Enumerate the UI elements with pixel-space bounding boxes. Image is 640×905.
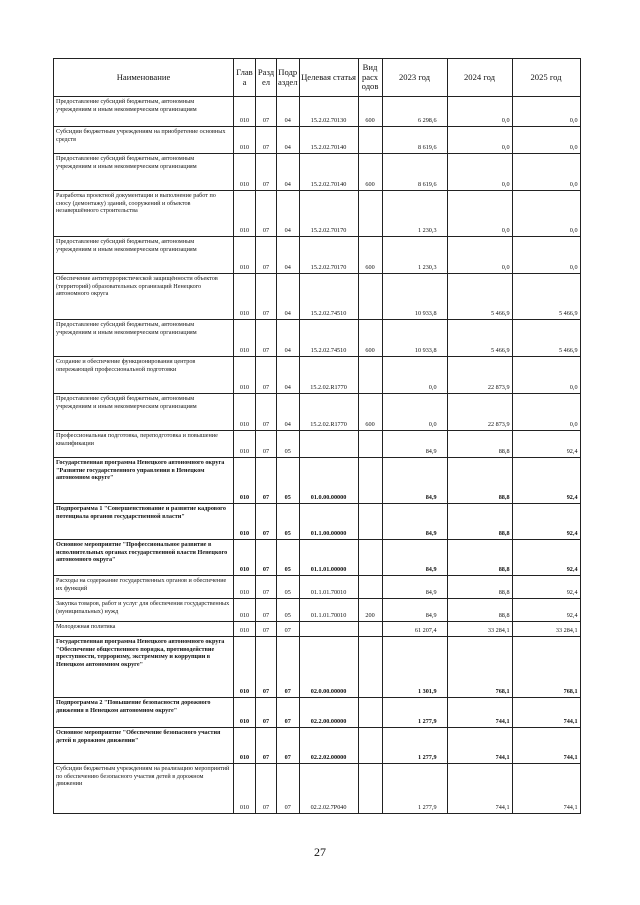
row-name: Закупка товаров, работ и услуг для обеспечения государственных (муниципальных) нужд: [54, 599, 234, 622]
row-2025: 92,4: [512, 431, 580, 458]
row-vid: 200: [358, 599, 382, 622]
table-row: [54, 320, 581, 357]
row-name: Предоставление субсидий бюджетным, автономным учреждениям и иным некоммерческим организациям: [54, 320, 234, 357]
row-vid: [358, 728, 382, 764]
row-vid: [358, 698, 382, 728]
row-2024: 88,8: [447, 458, 512, 504]
row-2023: 1 277,9: [382, 728, 447, 764]
row-razdel: 07: [256, 540, 277, 576]
table-row: [54, 191, 581, 237]
table-row: [54, 540, 581, 576]
row-statya: 01.1.01.70010: [299, 576, 358, 599]
row-statya: 15.2.02.74510: [299, 274, 358, 320]
row-razdel: 07: [256, 599, 277, 622]
table-row: [54, 154, 581, 191]
row-2025: 92,4: [512, 458, 580, 504]
row-glava: 010: [234, 540, 256, 576]
row-statya: 15.2.02.R1770: [299, 394, 358, 431]
row-2023: 84,9: [382, 576, 447, 599]
row-statya: 01.1.00.00000: [299, 504, 358, 540]
row-glava: 010: [234, 394, 256, 431]
row-2023: 84,9: [382, 431, 447, 458]
row-2024: 0,0: [447, 191, 512, 237]
header-2024: 2024 год: [447, 59, 512, 97]
row-vid: [358, 764, 382, 814]
row-statya: 02.2.00.00000: [299, 698, 358, 728]
row-2025: 744,1: [512, 764, 580, 814]
row-2024: 0,0: [447, 237, 512, 274]
row-glava: 010: [234, 357, 256, 394]
row-2023: 1 301,9: [382, 637, 447, 698]
row-podrazdel: 04: [277, 274, 300, 320]
row-razdel: 07: [256, 127, 277, 154]
row-razdel: 07: [256, 698, 277, 728]
row-vid: [358, 458, 382, 504]
header-row: [54, 59, 581, 97]
row-podrazdel: 05: [277, 576, 300, 599]
header-2025: 2025 год: [512, 59, 580, 97]
row-razdel: 07: [256, 576, 277, 599]
table-row: [54, 698, 581, 728]
row-2025: 92,4: [512, 504, 580, 540]
row-razdel: 07: [256, 637, 277, 698]
row-name: Основное мероприятие "Обеспечение безопасного участия детей в дорожном движении": [54, 728, 234, 764]
budget-table: [53, 58, 581, 814]
row-statya: 15.2.02.70170: [299, 191, 358, 237]
row-glava: 010: [234, 458, 256, 504]
row-vid: [358, 504, 382, 540]
row-glava: 010: [234, 504, 256, 540]
table-row: [54, 357, 581, 394]
row-glava: 010: [234, 97, 256, 127]
row-vid: 600: [358, 97, 382, 127]
row-2025: 0,0: [512, 357, 580, 394]
row-2024: 22 873,9: [447, 357, 512, 394]
row-2025: 92,4: [512, 576, 580, 599]
row-razdel: 07: [256, 357, 277, 394]
row-podrazdel: 07: [277, 728, 300, 764]
row-vid: [358, 637, 382, 698]
row-2024: 88,8: [447, 504, 512, 540]
row-glava: 010: [234, 576, 256, 599]
table-row: [54, 97, 581, 127]
row-2024: 0,0: [447, 97, 512, 127]
row-name: Создание и обеспечение функционирования центров опережающей профессиональной подготовки: [54, 357, 234, 394]
row-statya: 01.1.01.00000: [299, 540, 358, 576]
row-razdel: 07: [256, 97, 277, 127]
row-vid: [358, 576, 382, 599]
row-podrazdel: 04: [277, 97, 300, 127]
row-glava: 010: [234, 431, 256, 458]
row-glava: 010: [234, 237, 256, 274]
row-statya: 02.0.00.00000: [299, 637, 358, 698]
row-name: Расходы на содержание государственных органов и обеспечение их функций: [54, 576, 234, 599]
row-razdel: 07: [256, 504, 277, 540]
row-2025: 5 466,9: [512, 274, 580, 320]
row-razdel: 07: [256, 458, 277, 504]
row-name: Основное мероприятие "Профессиональное развитие в исполнительных органах государственной власти Ненецкого автономного округа": [54, 540, 234, 576]
row-razdel: 07: [256, 622, 277, 637]
row-2025: 768,1: [512, 637, 580, 698]
row-glava: 010: [234, 698, 256, 728]
row-statya: [299, 622, 358, 637]
row-vid: [358, 431, 382, 458]
header-podrazdel: Подр аздел: [277, 59, 300, 97]
row-2024: 744,1: [447, 764, 512, 814]
row-razdel: 07: [256, 431, 277, 458]
row-podrazdel: 07: [277, 637, 300, 698]
row-2024: 88,8: [447, 431, 512, 458]
row-podrazdel: 07: [277, 764, 300, 814]
row-razdel: 07: [256, 191, 277, 237]
header-statya: Целевая статья: [299, 59, 358, 97]
row-vid: [358, 274, 382, 320]
row-glava: 010: [234, 320, 256, 357]
table-row: [54, 576, 581, 599]
row-vid: [358, 191, 382, 237]
row-podrazdel: 04: [277, 154, 300, 191]
row-2023: 1 277,9: [382, 698, 447, 728]
row-2024: 744,1: [447, 698, 512, 728]
row-glava: 010: [234, 728, 256, 764]
row-2023: 84,9: [382, 540, 447, 576]
table-row: [54, 504, 581, 540]
row-2023: 84,9: [382, 599, 447, 622]
row-razdel: 07: [256, 274, 277, 320]
row-vid: [358, 622, 382, 637]
row-razdel: 07: [256, 154, 277, 191]
row-razdel: 07: [256, 237, 277, 274]
table-row: [54, 274, 581, 320]
table-row: [54, 622, 581, 637]
header-glava: Глав а: [234, 59, 256, 97]
row-2024: 744,1: [447, 728, 512, 764]
row-name: Государственная программа Ненецкого автономного округа "Развитие государственного управления в Ненецком автономном округе": [54, 458, 234, 504]
row-2024: 88,8: [447, 576, 512, 599]
row-razdel: 07: [256, 728, 277, 764]
header-name: Наименование: [54, 59, 234, 97]
row-2025: 0,0: [512, 237, 580, 274]
row-2024: 33 284,1: [447, 622, 512, 637]
row-glava: 010: [234, 599, 256, 622]
row-glava: 010: [234, 154, 256, 191]
row-podrazdel: 07: [277, 698, 300, 728]
row-statya: 01.0.00.00000: [299, 458, 358, 504]
row-podrazdel: 05: [277, 599, 300, 622]
row-razdel: 07: [256, 764, 277, 814]
row-podrazdel: 04: [277, 320, 300, 357]
row-podrazdel: 05: [277, 504, 300, 540]
row-podrazdel: 04: [277, 357, 300, 394]
row-podrazdel: 05: [277, 540, 300, 576]
row-podrazdel: 04: [277, 127, 300, 154]
row-2025: 744,1: [512, 698, 580, 728]
row-glava: 010: [234, 764, 256, 814]
header-vid: Вид расх одов: [358, 59, 382, 97]
row-name: Предоставление субсидий бюджетным, автономным учреждениям и иным некоммерческим организациям: [54, 237, 234, 274]
row-glava: 010: [234, 622, 256, 637]
row-name: Разработка проектной документации и выполнение работ по сносу (демонтажу) зданий, сооружений и объектов незавершённого строительства: [54, 191, 234, 237]
row-2024: 0,0: [447, 154, 512, 191]
table-row: [54, 458, 581, 504]
row-2024: 5 466,9: [447, 320, 512, 357]
row-podrazdel: 04: [277, 237, 300, 274]
row-name: Обеспечение антитеррористической защищённости объектов (территорий) образовательных организаций Ненецкого автономного округа: [54, 274, 234, 320]
row-2024: 88,8: [447, 599, 512, 622]
header-2023: 2023 год: [382, 59, 447, 97]
row-statya: 15.2.02.70130: [299, 97, 358, 127]
header-razdel: Разд ел: [256, 59, 277, 97]
row-2023: 61 207,4: [382, 622, 447, 637]
row-glava: 010: [234, 274, 256, 320]
row-2025: 744,1: [512, 728, 580, 764]
table-row: [54, 599, 581, 622]
row-2023: 6 298,6: [382, 97, 447, 127]
row-2023: 8 619,6: [382, 154, 447, 191]
row-podrazdel: 04: [277, 191, 300, 237]
row-glava: 010: [234, 191, 256, 237]
row-name: Профессиональная подготовка, переподготовка и повышение квалификации: [54, 431, 234, 458]
row-2024: 5 466,9: [447, 274, 512, 320]
row-vid: 600: [358, 237, 382, 274]
row-2023: 1 230,3: [382, 191, 447, 237]
row-statya: 02.2.02.7Р040: [299, 764, 358, 814]
row-name: Субсидии бюджетным учреждениям на приобретение основных средств: [54, 127, 234, 154]
page-number: 27: [314, 845, 326, 859]
row-name: Предоставление субсидий бюджетным, автономным учреждениям и иным некоммерческим организациям: [54, 394, 234, 431]
row-2023: 0,0: [382, 357, 447, 394]
row-statya: 01.1.01.70010: [299, 599, 358, 622]
row-razdel: 07: [256, 394, 277, 431]
table-row: [54, 728, 581, 764]
table-row: [54, 637, 581, 698]
row-2023: 1 230,3: [382, 237, 447, 274]
table-row: [54, 764, 581, 814]
row-podrazdel: 07: [277, 622, 300, 637]
row-2025: 0,0: [512, 127, 580, 154]
row-vid: [358, 127, 382, 154]
row-name: Подпрограмма 2 "Повышение безопасности дорожного движения в Ненецком автономном округе": [54, 698, 234, 728]
row-vid: 600: [358, 394, 382, 431]
row-2023: 0,0: [382, 394, 447, 431]
row-2024: 22 873,9: [447, 394, 512, 431]
row-statya: 15.2.02.70140: [299, 154, 358, 191]
row-2025: 5 466,9: [512, 320, 580, 357]
table-row: [54, 127, 581, 154]
row-podrazdel: 04: [277, 394, 300, 431]
row-2025: 0,0: [512, 154, 580, 191]
row-name: Субсидии бюджетным учреждениям на реализацию мероприятий по обеспечению безопасного участия детей в дорожном движении: [54, 764, 234, 814]
row-razdel: 07: [256, 320, 277, 357]
row-2025: 0,0: [512, 394, 580, 431]
row-2023: 84,9: [382, 504, 447, 540]
table-row: [54, 237, 581, 274]
row-statya: 15.2.02.70140: [299, 127, 358, 154]
row-name: Предоставление субсидий бюджетным, автономным учреждениям и иным некоммерческим организациям: [54, 97, 234, 127]
row-2025: 92,4: [512, 599, 580, 622]
row-name: Предоставление субсидий бюджетным, автономным учреждениям и иным некоммерческим организациям: [54, 154, 234, 191]
row-vid: 600: [358, 320, 382, 357]
row-glava: 010: [234, 127, 256, 154]
row-statya: 15.2.02.70170: [299, 237, 358, 274]
row-2023: 8 619,6: [382, 127, 447, 154]
row-2024: 0,0: [447, 127, 512, 154]
row-2025: 0,0: [512, 191, 580, 237]
row-name: Подпрограмма 1 "Совершенствование и развитие кадрового потенциала органов государственной власти": [54, 504, 234, 540]
row-2023: 84,9: [382, 458, 447, 504]
row-2025: 33 284,1: [512, 622, 580, 637]
row-2024: 768,1: [447, 637, 512, 698]
row-podrazdel: 05: [277, 458, 300, 504]
row-2025: 0,0: [512, 97, 580, 127]
row-statya: 02.2.02.00000: [299, 728, 358, 764]
row-vid: 600: [358, 154, 382, 191]
row-name: Молодежная политика: [54, 622, 234, 637]
row-name: Государственная программа Ненецкого автономного округа "Обеспечение общественного порядка, противодействие преступности, терроризму, экстремизму и коррупции в Ненецком автономном округе": [54, 637, 234, 698]
row-vid: [358, 357, 382, 394]
row-podrazdel: 05: [277, 431, 300, 458]
row-2023: 10 933,8: [382, 274, 447, 320]
row-statya: 15.2.02.74510: [299, 320, 358, 357]
row-glava: 010: [234, 637, 256, 698]
row-2023: 10 933,8: [382, 320, 447, 357]
row-statya: 15.2.02.R1770: [299, 357, 358, 394]
row-vid: [358, 540, 382, 576]
table-row: [54, 394, 581, 431]
row-2023: 1 277,9: [382, 764, 447, 814]
row-2024: 88,8: [447, 540, 512, 576]
table-row: [54, 431, 581, 458]
row-statya: [299, 431, 358, 458]
row-2025: 92,4: [512, 540, 580, 576]
